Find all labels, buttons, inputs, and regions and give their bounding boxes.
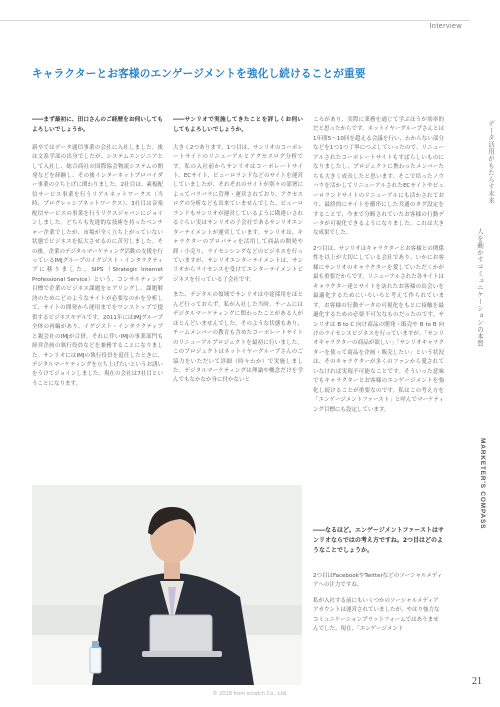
paragraph: ころがあり、実際に業務を通じて学ぶほうが効率的だと思ったからです。ネットイヤーグループさんとは1年間5〜10回を超える会議を行い、わからない部分などを1つ1つ丁寧につぶしていったので、リニューアルされたコーポレートサイトもすばらしいものになりましたし、プロジェクトに携わったメンバーたちも大きく成長したと思います。そこで培ったノウハウを活かしてリニューアルされたECサイトやピューロランドサイトのリニューアルにも活かされており、最終的にサイトを横串にした共通のタグ設定をすることで、今まで分断されていたお客様の行動データが可視化できるようになりました。これは大きな成果でした。 xyxy=(313,117,444,237)
article-column-3-lower xyxy=(313,572,444,641)
interview-question: ――まず最初に、田口さんのご経歴をお伺いしてもよろしいでしょうか。 xyxy=(32,117,163,133)
interview-question-2: ――なるほど。エンゲージメントファーストはサンリオならではの考え方ですね。2つ目はどのようなことでしょうか。 xyxy=(313,527,444,555)
paragraph: 2つ目は、サンリオはキャラクターとお客様との関係性を以上が大切にしている会社であり、いかにお客様にサンリオのキャラクターを愛していただくかが最も重要だからです。リニューアルされた各サイトはキャラクター達とサイトを訪れたお客様の出会いを最適化するためにいろいろと考えて作られています。お客様の行動データの可視化をもとに接触を最適化するための必要不可欠なものだったのです。サンリオは B to C 向け商品の開発・販売や B to B 向けのライセンスビジネスを行っていますが、「サンリオキャラクターの商品が欲しい」「サンリオキャラクターを使って商品を企画・販売したい」という状況は、そのキャラクターが多くのファンから愛されていなければ実現不可能なことです。そういった意味でもキャラクターとお客様のエンゲージメントを強化し続けることが重要なのです。私はこの考え方を「エンゲージメントファースト」と呼んでマーケティング目標にも設定しています。 xyxy=(313,245,444,413)
article-headline: キャラクターとお客様のエンゲージメントを強化し続けることが重要 xyxy=(32,68,366,80)
article-column-1 xyxy=(32,116,163,395)
interview-photo xyxy=(32,485,302,685)
sidebar-tagline-1: データ活用がもたらす未来 xyxy=(487,120,495,204)
paragraph: 大きく2つあります。1つ目は、サンリオのコーポレートサイトのリニューアルとアクセスログ分析です。私の入社前からサンリオはコーポレートサイト、ECサイト、ピューロランドなどのサイトを運営していましたが、それぞれのサイトが別々の部署によってバラバラに管理・運営されており、アクセスログの分析なども出来ていませんでした。ピューロランドもサンリオが運営しているように勘違いされるぐらい実はサンリオの子会社であるサンリオエンターテイメントが運営しています。サンリオは、キャラクターのプロパティを活用して商品の開発や卸・小売り、ライセンシングなどのビジネスを行っていますが、サンリオエンターテイメントは、サンリオからライセンスを受けてエンターテイメントビジネスを行っている子会社です。 xyxy=(173,144,303,283)
article-column-3 xyxy=(313,116,444,421)
sidebar xyxy=(470,120,498,640)
page-number: 21 xyxy=(472,676,482,687)
interview-question: ――サンリオで実施してきたことを詳しくお伺いしてもよろしいでしょうか。 xyxy=(173,117,303,133)
section-tag: Interview xyxy=(429,23,462,30)
paragraph: 新卒ではデータ通信事業の会社に入社しました。後は文系学部の出身でしたが、システムエンジニアとして入社し、総合商社の国際協会物流システムの開発などを経験し、その後インターネットプロバイダー事業の立ち上げに関わりました。2社目は、素板配信サービス事業を行うリアルネットワークス（当時、プログレッシブネットワークス）、3社目は音楽配信サービスの事業を行うリクスジャパンにジョインしました。どちらも先進的な技術を持ったベンチャー企業でしたが、市場が全く立ち上がっていない状態でビジネスを拡大させるのに苦労しました。その後、企業のデジタルマーケティング活動の支援を行っているIMJグループのイグジスト・インタラクティブに移りました。SIPS（Strategic Internet Professional Service）という、コンサルティング目標で企業のビジネス課題をヒアリングし、課題解決のためにどのようなサイトが必要なのかを分析して、サイトの開発から運用までをワンストップで提供するビジネスモデルです。2011年にはIMJグループ全体の再編があり、イグジスト・インタラクティブと親会社のIMJが合併。それに伴いIMJの事業部門も経営企画の執行役員などを兼務することになりました。サンリオにはIMJの執行役員を退任したときに、デジタルマーケティングを立ち上げたいというお誘いをうけてジョインしました。現在の会社は7社目ということになります。 xyxy=(32,144,164,387)
paragraph: 2つ目はFacebookやTwitterなどのソーシャルメディアへの注力ですね。 xyxy=(313,573,443,589)
paragraph: また、デジタルの領域でサンリオは中途採用をほとんど行っておらず、私が入社した当時、チームにはデジタルマーケティングに関わったことがある人がほとんどいませんでした。そのような状態もあり、チームメンバーの教育も含めたコーポレートサイトのリニューアルプロジェクトを最初に行いました。このプロジェクトはネットイヤーグループさんのご協力をいただいて詳細（時々わか）で実施しました。デジタルマーケティングは理論や概念だけを学んでもなかなか身に付かないと xyxy=(173,292,303,384)
sidebar-brand: MARKETER'S COMPASS xyxy=(479,438,486,530)
sidebar-tagline-2: 人を動かすコミュニケーションの本質 xyxy=(476,228,484,347)
copyright: © 2018 from scratch Co., Ltd. xyxy=(212,691,288,697)
header-rule xyxy=(0,20,470,31)
portrait-illustration xyxy=(32,485,302,685)
article-column-2 xyxy=(173,116,303,392)
paragraph: 私が入社する前にもいくつかのソーシャルメディアアカウントは運営されていましたが、やはり強力なコミュニケーションプラットフォームではありませんでした。現在、「エンゲージメント xyxy=(313,597,440,633)
